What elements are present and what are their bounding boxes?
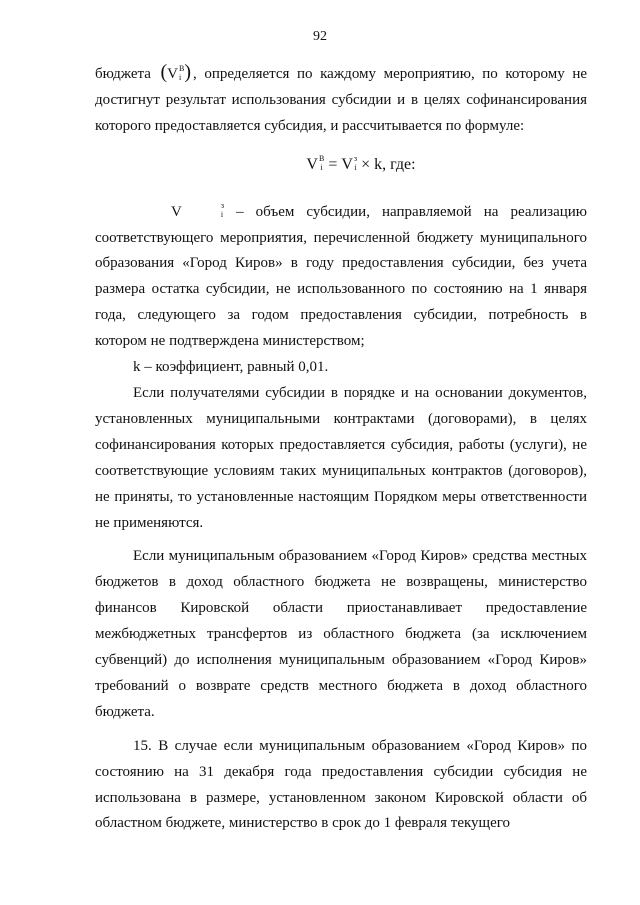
formula-lhs-superscript: В	[318, 154, 325, 164]
variable-superscript: В	[179, 63, 185, 73]
paragraph-continuation	[95, 60, 587, 140]
formula-rhs-superscript: з	[353, 154, 358, 164]
formula-lhs-subscript: i	[320, 163, 323, 173]
variable-superscript: з	[220, 201, 225, 211]
page-number: 92	[313, 29, 327, 44]
paragraph-text: – объем субсидии, направляемой на реализацию соответствующего мероприятия, перечисленной бюджету муниципального образования «Город Киров» в году предоставления субсидии, без учета размера остатка субсидии, не использованного по состоянию на 1 января года, следующего за годом предоставления субсидии, потребность в котором не подтверждена министерством;	[95, 203, 587, 350]
formula-rhs-subscript: i	[354, 163, 357, 173]
paragraph-text: бюджета	[95, 66, 159, 82]
paragraph-coefficient: k – коэффициент, равный 0,01.	[133, 359, 329, 376]
paragraph-suspension: Если муниципальным образованием «Город Киров» средства местных бюджетов в доход областного бюджета не возвращены, министерство финансов Кировской области приостанавливает предоставление межбюджетных трансфертов из областного бюджета (за исключением субвенций) до исполнения муниципальным образованием «Город Киров» требований о возврате средств местного бюджета в доход областного бюджета.	[95, 548, 587, 720]
variable-subscript: i	[179, 72, 182, 82]
formula-tail: × k, где:	[357, 155, 416, 173]
formula-rhs-symbol: V	[341, 155, 353, 173]
paragraph-text: , определяется по каждому мероприятию, по которому не достигнут результат использования субсидии и в целях софинансирования которого предоставляется субсидия, и рассчитывается по формуле:	[95, 66, 588, 134]
paragraph-item-15: 15. В случае если муниципальным образованием «Город Киров» по состоянию на 31 декабря года предоставления субсидии субсидия не использована в размере, установленном законом Кировской области об областном бюджете, министерство в срок до 1 февраля текущего	[95, 737, 587, 832]
formula	[95, 152, 587, 178]
formula-lhs-symbol: V	[306, 155, 318, 173]
paragraph-variable-definition	[95, 200, 587, 355]
inline-variable: (V В i )	[160, 61, 192, 83]
variable-symbol: V	[171, 203, 182, 220]
variable-subscript: i	[220, 210, 224, 220]
formula-equals: =	[324, 155, 342, 173]
variable-symbol: V	[167, 66, 179, 82]
document-body	[95, 60, 587, 837]
paragraph-contracts: Если получателями субсидии в порядке и на основании документов, установленных муниципальными контрактами (договорами), в целях софинансирования которых предоставляется субсидия, работы (услуги), не соответствующие условиям таких муниципальных контрактов (договоров), не приняты, то установленные настоящим Порядком меры ответственности не применяются.	[95, 384, 587, 531]
